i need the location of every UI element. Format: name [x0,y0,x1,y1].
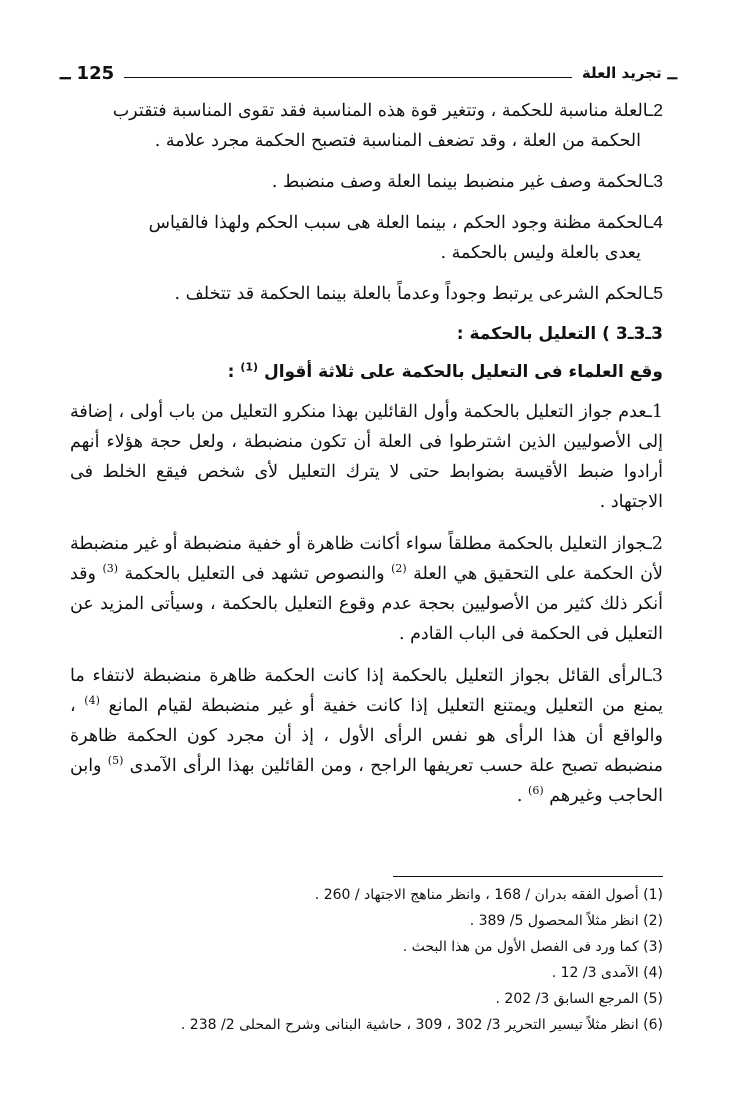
footnote: (5) المرجع السابق 3/ 202 . [495,991,663,1007]
footnote: (3) كما ورد فى الفصل الأول من هذا البحث . [402,939,663,955]
page-header [60,58,677,88]
page-number: 125 [76,62,115,84]
footnote-ref: (6) [528,784,544,798]
intro-heading [70,357,663,387]
intro-colon: : [227,362,235,382]
section-title: التعليل بالحكمة : [456,324,597,344]
header-dash: ــ [60,62,71,84]
opinion-paragraph [70,661,663,811]
intro-text: وقع العلماء فى التعليل بالحكمة على ثلاثة أقوال [263,362,663,382]
footnote: (4) الآمدى 3/ 12 . [551,965,663,981]
footnote-ref: (2) [391,562,407,576]
item-number: 3ـ [648,171,663,191]
item-continuation: يعدى بالعلة وليس بالحكمة . [440,243,641,263]
opinion-text: الرأى القائل بجواز التعليل بالحكمة إذا كانت الحكمة ظاهرة منضبطة لانتفاء ما يمنع من التعليل ويمتنع التعليل إذا كانت خفية أو غير منضبطة لقيام المانع [70,666,663,716]
opinion-text: جواز التعليل بالحكمة مطلقاً سواء أكانت ظاهرة أو خفية منضبطة أو غير منضبطة لأن الحكمة على التحقيق هي العلة [70,534,663,584]
page-body [70,95,663,823]
item-number: 1ـ [646,402,663,422]
item-number: 5ـ [648,283,663,303]
footnote-rule [393,876,663,877]
opinion-text: . [516,786,523,806]
opinion-paragraph [70,397,663,517]
list-item [70,278,663,309]
footnote: (2) انظر مثلاً المحصول 5/ 389 . [469,913,663,929]
footnote: (1) أصول الفقه بدران / 168 ، وانظر مناهج الاجتهاد / 260 . [314,887,663,903]
item-number: 3ـ [646,666,663,686]
item-continuation: الحكمة من العلة ، وقد تضعف المناسبة فتصبح الحكمة مجرد علامة . [154,131,641,151]
item-number: 2ـ [646,534,663,554]
opinion-text: وقد أنكر ذلك كثير من الأصوليين بحجة عدم وقوع التعليل بالحكمة ، وسيأتى المزيد عن التعليل فى الحكمة فى الباب القادم . [70,564,663,644]
footnote: (6) انظر مثلاً تيسير التحرير 3/ 302 ، 309 ، حاشية البنانى وشرح المحلى 2/ 238 . [180,1017,663,1033]
footnotes [70,882,663,1038]
opinion-text: عدم جواز التعليل بالحكمة وأول القائلين بهذا منكرو التعليل من باب أولى ، إضافة إلى الأصوليين الذين اشترطوا فى العلة أن تكون منضبطة ، ولعل حجة هؤلاء أنهم أرادوا ضبط الأقيسة بضوابط حتى لا يترك التعليل لأى شخص فيقع الخلط فى الاجتهاد . [70,402,663,512]
item-text: الحكمة وصف غير منضبط بينما العلة وصف منضبط . [271,172,649,192]
item-text: الحكم الشرعى يرتبط وجوداً وعدماً بالعلة بينما الحكمة قد تتخلف . [174,284,649,304]
item-number: 4ـ [648,212,663,232]
item-text: العلة مناسبة للحكمة ، وتتغير قوة هذه المناسبة فقد تقوى المناسبة فتقترب [112,101,649,121]
footnote-ref: (3) [102,562,119,576]
running-title: تجريد العلة [581,64,662,82]
opinion-text: ، والواقع أن هذا الرأى هو نفس الرأى الأول ، إذ أن مجرد كون الحكمة ظاهرة منضبطه تصبح علة حسب تعريفها الراجح ، ومن القائلين بهذا الرأى الآمدى [70,696,663,776]
footnote-ref: (1) [240,360,259,374]
item-number: 2ـ [648,100,663,120]
header-rule [124,77,572,78]
footnote-ref: (5) [107,754,124,768]
item-text: الحكمة مظنة وجود الحكم ، بينما العلة هى سبب الحكم ولهذا فالقياس [148,213,649,233]
header-dash: ــ [667,63,677,83]
section-heading [70,319,663,349]
list-item [70,207,663,268]
opinion-paragraph [70,529,663,649]
footnote-ref: (4) [84,694,100,708]
list-item [70,166,663,197]
section-number: 3ـ3ـ3 ) [602,324,663,344]
opinion-text: والنصوص تشهد فى التعليل بالحكمة [124,564,385,584]
list-item [70,95,663,156]
opinion-text: وابن الحاجب وغيرهم [70,756,663,806]
